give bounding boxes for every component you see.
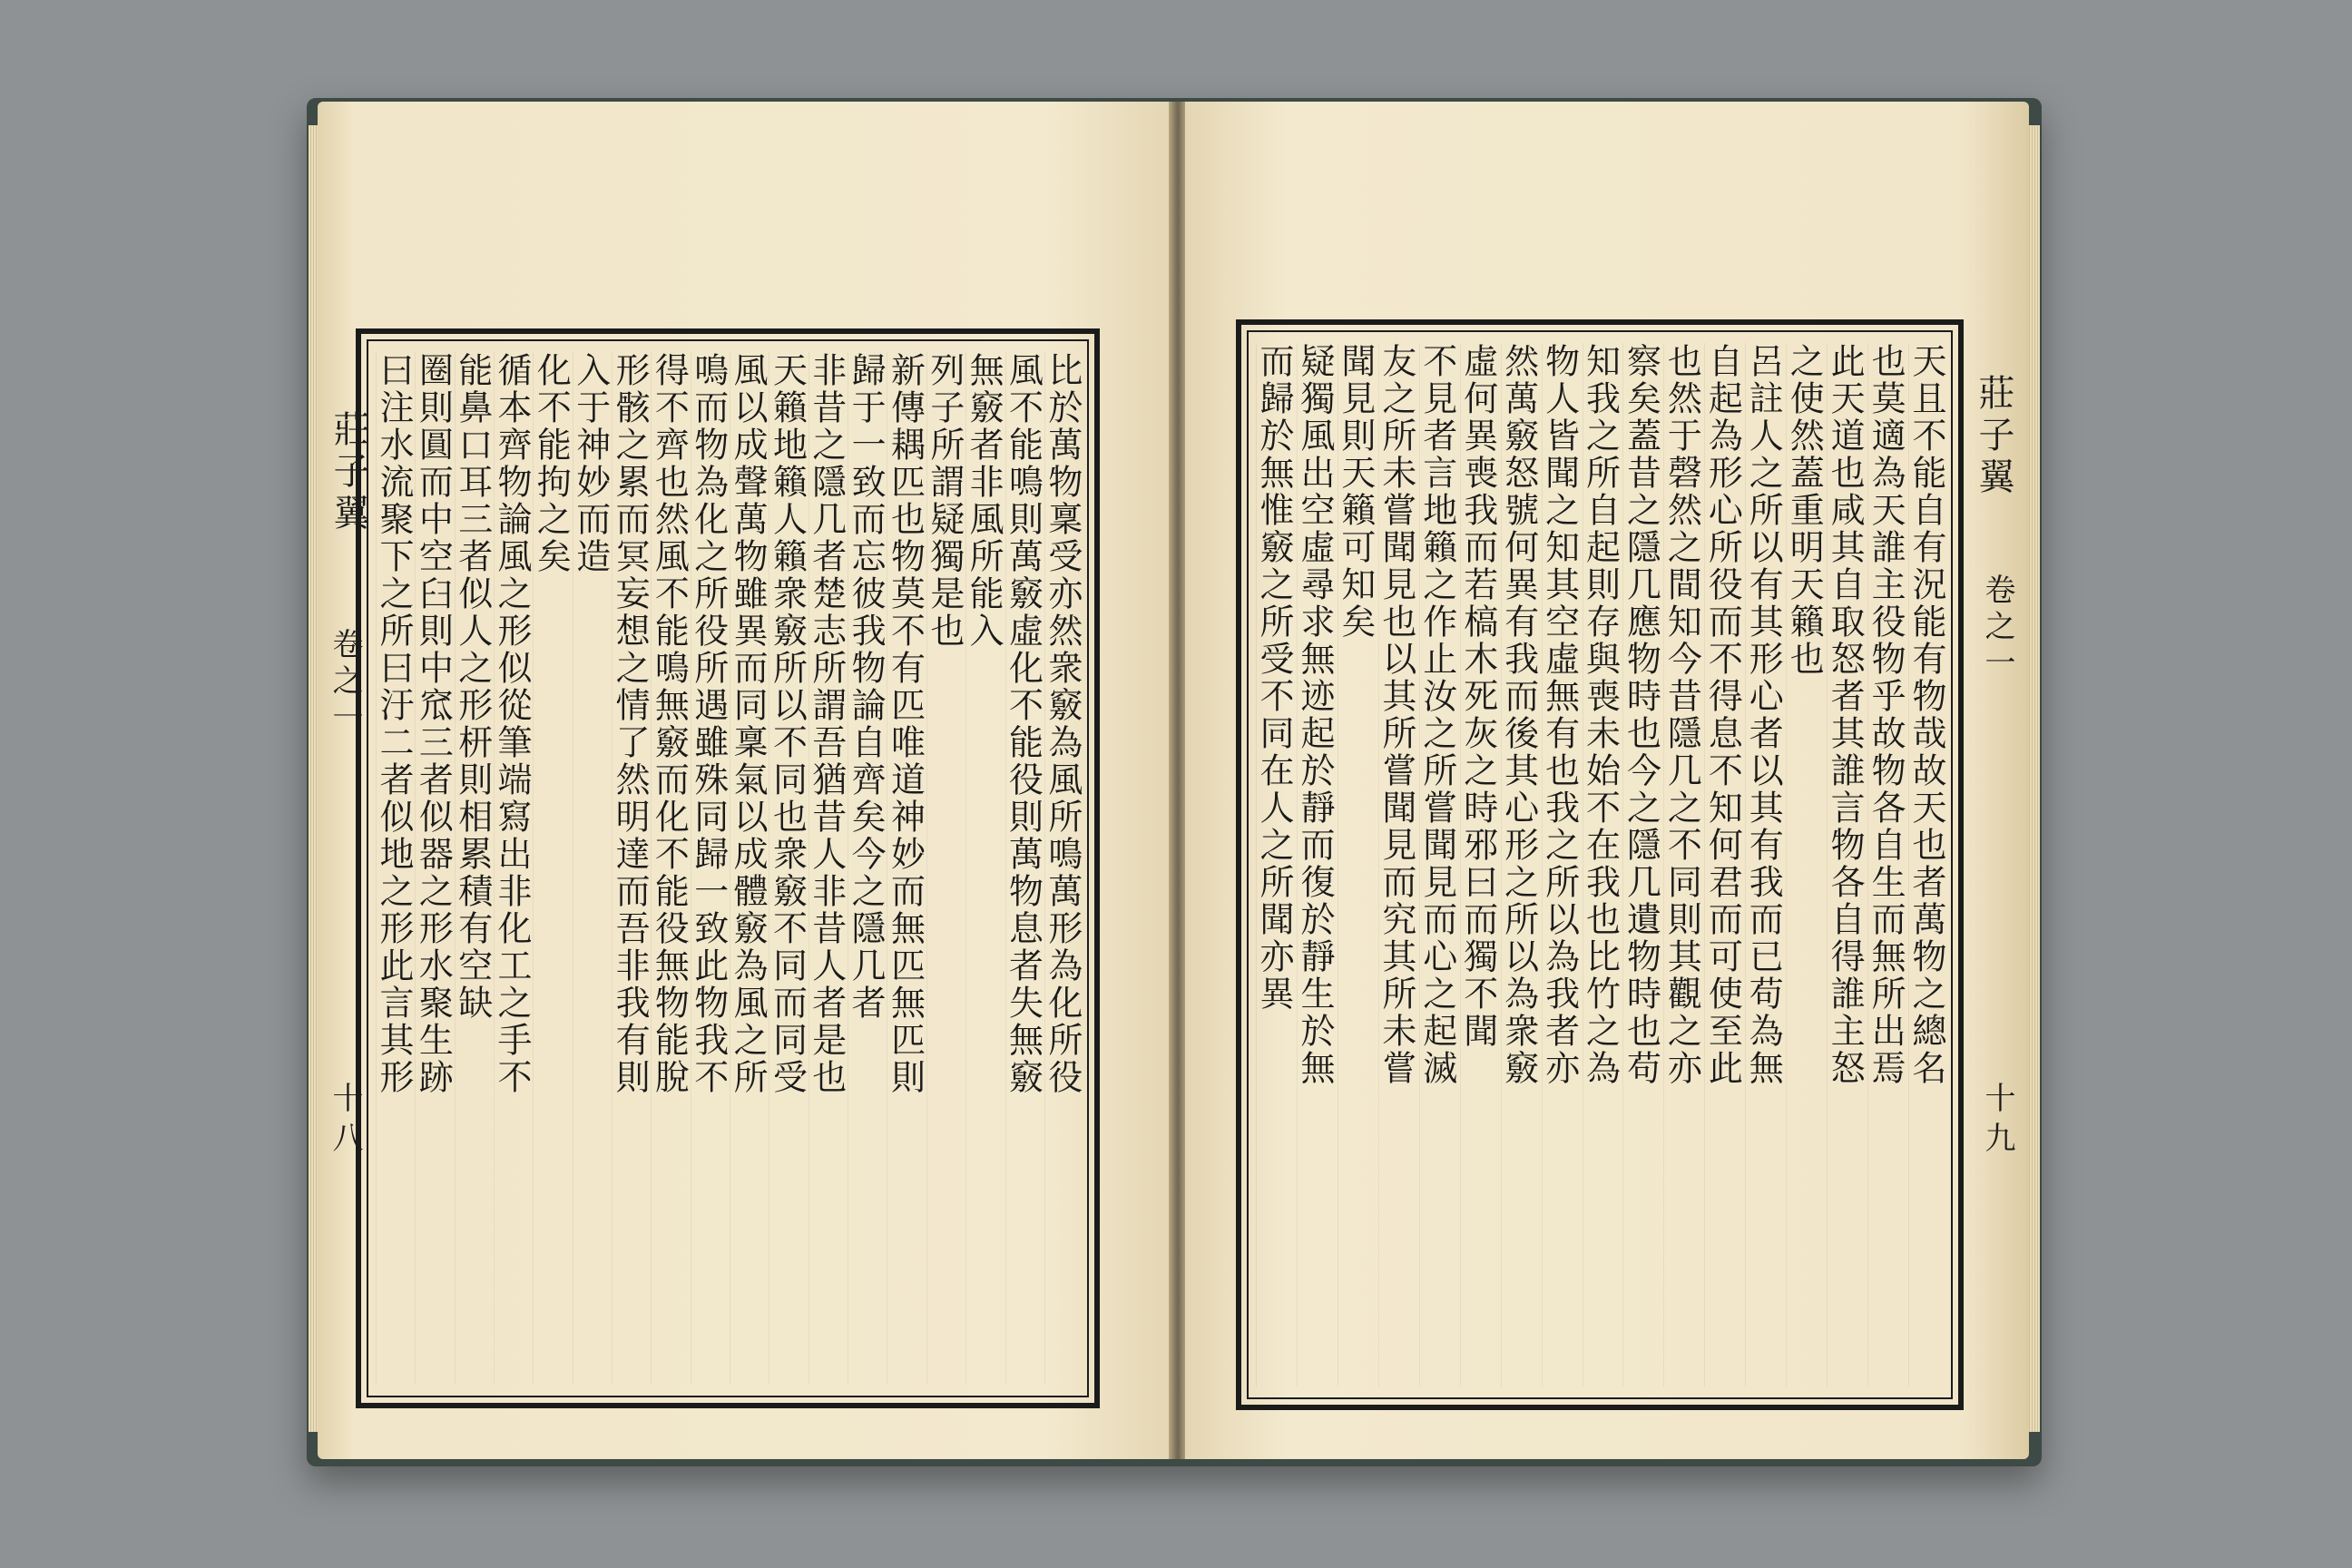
right-text-column: 聞見則天籟可知矣	[1338, 343, 1373, 1387]
left-text-column: 鳴而物為化之所役所遇雖殊同歸一致此物我不	[691, 352, 726, 1385]
left-text-column: 新傳耦匹也物莫不有匹唯道神妙而無匹無匹則	[887, 352, 922, 1385]
right-text-column: 此天道也咸其自取怒者其誰言物各自得誰主怒	[1827, 343, 1862, 1387]
left-text-column: 天籟地籟人籟衆竅所以不同也衆竅不同而同受	[769, 352, 804, 1385]
left-text-column: 循本齊物論風之形似從筆端寫出非化工之手不	[494, 352, 529, 1385]
right-text-columns	[1256, 343, 1944, 1387]
right-text-column: 虛何異喪我而若槁木死灰之時邪曰而獨不聞	[1460, 343, 1495, 1387]
left-volume-label: 卷之一	[327, 628, 363, 737]
left-text-column: 歸于一致而忘彼我物論自齊矣今之隱几者	[848, 352, 883, 1385]
left-text-columns	[374, 352, 1083, 1385]
left-text-column: 風不能鳴則萬竅虛化不能役則萬物息者失無竅	[1005, 352, 1041, 1385]
right-text-column: 而歸於無惟竅之所受不同在人之所聞亦異	[1256, 343, 1291, 1387]
left-text-column: 風以成聲萬物雖異而同稟氣以成體竅為風之所	[730, 352, 765, 1385]
right-folio: 十九	[1979, 1082, 2015, 1161]
right-text-column: 友之所未嘗聞見也以其所嘗聞見而究其所未嘗	[1378, 343, 1414, 1387]
right-text-column: 察矣蓋昔之隱几應物時也今之隱几遺物時也苟	[1622, 343, 1658, 1387]
left-text-column: 得不齊也然風不能鳴無竅而化不能役無物能脫	[651, 352, 686, 1385]
right-text-column: 知我之所自起則存與喪未始不在我也比竹之為	[1583, 343, 1618, 1387]
left-text-column: 曰注水流聚下之所曰汙二者似地之形此言其形	[376, 352, 411, 1385]
left-text-column: 能鼻口耳三者似人之形枅則相累積有空缺	[455, 352, 490, 1385]
left-folio: 十八	[327, 1082, 363, 1161]
right-text-column: 之使然蓋重明天籟也	[1786, 343, 1821, 1387]
right-text-column: 呂註人之所以有其形心者以其有我而已苟為無	[1745, 343, 1780, 1387]
left-margin-title: 莊子翼	[328, 410, 369, 535]
left-text-column: 比於萬物稟受亦然衆竅為風所鳴萬形為化所役	[1044, 352, 1080, 1385]
left-text-column: 圈則圓而中空臼則中窊三者似器之形水聚生跡	[415, 352, 450, 1385]
right-text-column: 疑獨風出空虛尋求無迹起於靜而復於靜生於無	[1297, 343, 1332, 1387]
right-text-column: 也然于磬然之間知今昔隱几之不同則其觀之亦	[1663, 343, 1699, 1387]
left-text-column: 非昔之隱几者楚志所謂吾猶昔人非昔人者是也	[808, 352, 844, 1385]
left-text-column: 形骸之累而冥妄想之情了然明達而吾非我有則	[612, 352, 647, 1385]
right-text-frame	[1236, 319, 1964, 1410]
right-text-column: 自起為形心所役而不得息不知何君而可使至此	[1704, 343, 1740, 1387]
right-page-edges	[2027, 125, 2040, 1432]
left-text-column: 化不能拘之矣	[533, 352, 568, 1385]
right-text-column: 然萬竅怒號何異有我而後其心形之所以為衆竅	[1501, 343, 1536, 1387]
right-text-column: 不見者言地籟之作止汝之所嘗聞見而心之起滅	[1419, 343, 1455, 1387]
right-text-column: 也莫適為天誰主役物乎故物各自生而無所出焉	[1867, 343, 1903, 1387]
left-page	[318, 102, 1174, 1459]
book-gutter	[1169, 102, 1187, 1459]
left-text-column: 列子所謂疑獨是也	[926, 352, 962, 1385]
right-page	[1185, 102, 2029, 1459]
right-text-column: 天且不能自有況能有物哉故天也者萬物之總名	[1908, 343, 1944, 1387]
left-text-column: 入于神妙而造	[573, 352, 608, 1385]
right-text-column: 物人皆聞之知其空虛無有也我之所以為我者亦	[1542, 343, 1577, 1387]
right-volume-label: 卷之一	[1979, 573, 2015, 682]
open-book	[307, 98, 2042, 1466]
left-text-column: 無竅者非風所能入	[965, 352, 1001, 1385]
right-margin-title: 莊子翼	[1973, 374, 2014, 499]
left-text-frame	[356, 328, 1100, 1408]
